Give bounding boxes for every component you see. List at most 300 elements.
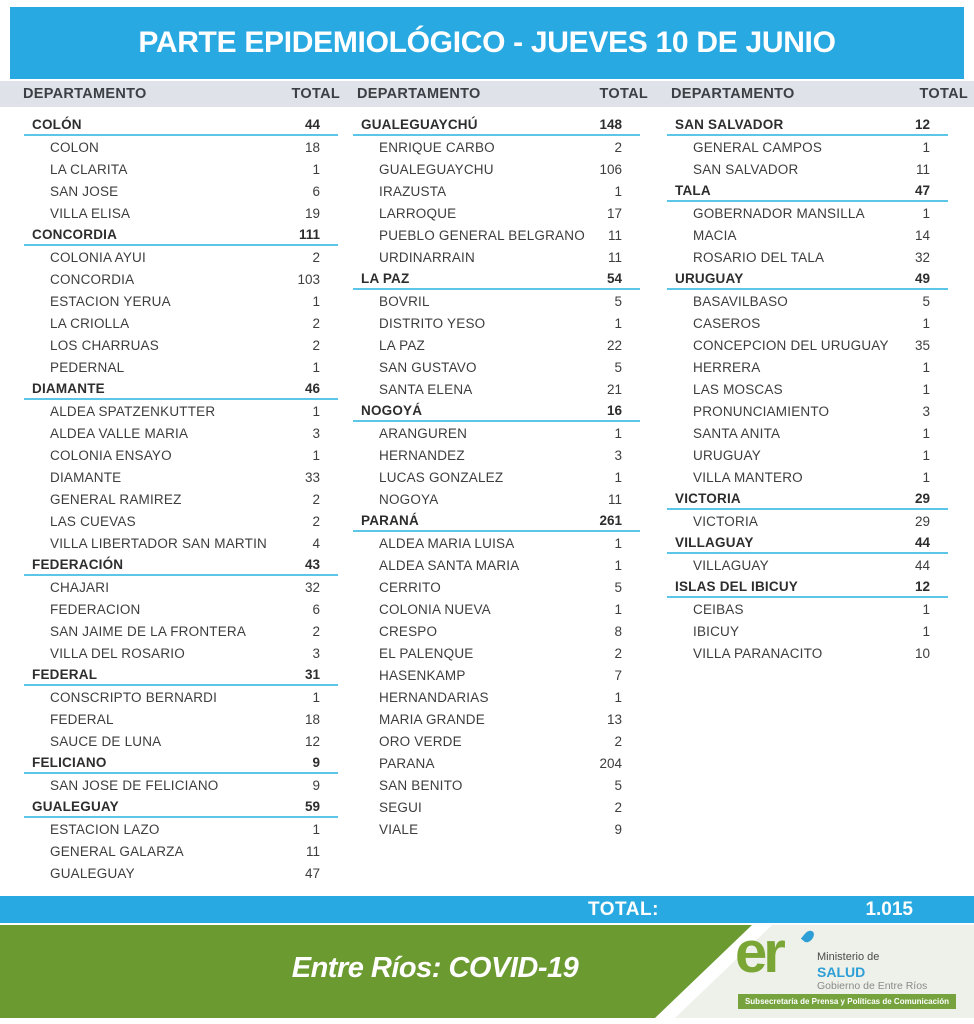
locality-total: 106 (599, 161, 622, 177)
locality-name: CHAJARI (50, 579, 110, 595)
locality-total: 1 (312, 447, 320, 463)
locality-total: 1 (312, 689, 320, 705)
department-name: GUALEGUAYCHÚ (361, 116, 478, 132)
locality-name: COLON (50, 139, 100, 155)
locality-total: 5 (614, 579, 622, 595)
department-name: FEDERAL (32, 666, 98, 682)
locality-total: 14 (914, 227, 930, 243)
locality-name: PEDERNAL (50, 359, 125, 375)
locality-row (24, 708, 338, 730)
locality-name: ALDEA SANTA MARIA (379, 557, 520, 573)
locality-name: SANTA ANITA (693, 425, 781, 441)
department-total: 31 (304, 666, 320, 682)
locality-name: ESTACION LAZO (50, 821, 160, 837)
locality-total: 1 (922, 469, 930, 485)
locality-row (24, 136, 338, 158)
locality-total: 2 (614, 799, 622, 815)
department-total: 9 (312, 754, 320, 770)
locality-total: 5 (614, 777, 622, 793)
department-column-header: DEPARTAMENTO (671, 86, 795, 102)
locality-name: DIAMANTE (50, 469, 122, 485)
locality-row (667, 444, 948, 466)
department-total: 44 (914, 534, 930, 550)
locality-name: MACIA (693, 227, 737, 243)
locality-total: 1 (922, 315, 930, 331)
locality-row (667, 158, 948, 180)
locality-total: 2 (614, 733, 622, 749)
locality-name: CONCEPCION DEL URUGUAY (693, 337, 889, 353)
department-name: TALA (675, 182, 711, 198)
locality-total: 22 (606, 337, 622, 353)
locality-total: 6 (312, 601, 320, 617)
locality-total: 1 (312, 821, 320, 837)
locality-row (353, 554, 640, 576)
locality-name: CONCORDIA (50, 271, 135, 287)
locality-total: 2 (312, 337, 320, 353)
locality-row (667, 620, 948, 642)
grand-total-bar (0, 896, 974, 923)
locality-row (353, 422, 640, 444)
department-row (667, 114, 948, 136)
department-row (667, 576, 948, 598)
locality-name: SAN JOSE (50, 183, 119, 199)
department-name: PARANÁ (361, 512, 419, 528)
locality-row (353, 246, 640, 268)
department-total: 148 (599, 116, 622, 132)
locality-name: SEGUI (379, 799, 423, 815)
column-header-2 (357, 81, 648, 107)
locality-row (353, 334, 640, 356)
locality-name: DISTRITO YESO (379, 315, 486, 331)
subsecretaria-badge: Subsecretaría de Prensa y Políticas de Comunicación (738, 994, 956, 1009)
locality-row (24, 488, 338, 510)
department-total: 261 (599, 512, 622, 528)
locality-total: 5 (922, 293, 930, 309)
department-table-column-3 (667, 114, 948, 664)
department-total: 12 (914, 578, 930, 594)
locality-name: PUEBLO GENERAL BELGRANO (379, 227, 585, 243)
locality-total: 1 (922, 381, 930, 397)
locality-total: 7 (614, 667, 622, 683)
locality-row (24, 356, 338, 378)
locality-row (353, 752, 640, 774)
department-name: COLÓN (32, 116, 82, 132)
ministry-line1: Ministerio de (817, 951, 880, 963)
locality-total: 1 (614, 535, 622, 551)
locality-row (353, 488, 640, 510)
locality-name: URDINARRAIN (379, 249, 475, 265)
locality-total: 13 (606, 711, 622, 727)
locality-row (24, 510, 338, 532)
department-row (24, 114, 338, 136)
locality-total: 2 (312, 491, 320, 507)
locality-name: FEDERAL (50, 711, 114, 727)
locality-row (24, 158, 338, 180)
locality-name: VILLA MANTERO (693, 469, 803, 485)
locality-row (24, 840, 338, 862)
locality-name: ORO VERDE (379, 733, 462, 749)
locality-total: 5 (614, 359, 622, 375)
department-name: VILLAGUAY (675, 534, 754, 550)
locality-name: COLONIA NUEVA (379, 601, 491, 617)
department-total: 43 (304, 556, 320, 572)
locality-row (353, 686, 640, 708)
locality-row (667, 510, 948, 532)
locality-total: 1 (614, 557, 622, 573)
locality-row (24, 444, 338, 466)
locality-total: 11 (607, 227, 622, 243)
locality-total: 1 (922, 623, 930, 639)
locality-name: GENERAL RAMIREZ (50, 491, 182, 507)
locality-total: 11 (915, 161, 930, 177)
locality-name: GOBERNADOR MANSILLA (693, 205, 865, 221)
locality-name: GENERAL GALARZA (50, 843, 184, 859)
locality-name: VILLA DEL ROSARIO (50, 645, 185, 661)
grand-total-label: TOTAL: (588, 899, 659, 920)
locality-name: ENRIQUE CARBO (379, 139, 495, 155)
locality-row (667, 356, 948, 378)
department-name: DIAMANTE (32, 380, 105, 396)
department-row (24, 378, 338, 400)
locality-name: PARANA (379, 755, 435, 771)
locality-name: VILLA ELISA (50, 205, 131, 221)
locality-total: 3 (922, 403, 930, 419)
locality-total: 10 (914, 645, 930, 661)
locality-name: LA CRIOLLA (50, 315, 130, 331)
locality-row (353, 224, 640, 246)
department-total: 29 (914, 490, 930, 506)
locality-row (667, 400, 948, 422)
department-name: VICTORIA (675, 490, 741, 506)
locality-name: LAS MOSCAS (693, 381, 783, 397)
locality-total: 21 (606, 381, 622, 397)
locality-name: SAN BENITO (379, 777, 463, 793)
locality-total: 2 (312, 513, 320, 529)
locality-name: LUCAS GONZALEZ (379, 469, 504, 485)
locality-total: 1 (614, 601, 622, 617)
locality-row (353, 730, 640, 752)
department-row (24, 554, 338, 576)
locality-total: 19 (304, 205, 320, 221)
locality-row (667, 334, 948, 356)
locality-row (353, 444, 640, 466)
locality-name: ALDEA SPATZENKUTTER (50, 403, 216, 419)
locality-name: LAS CUEVAS (50, 513, 136, 529)
locality-row (24, 642, 338, 664)
locality-name: CEIBAS (693, 601, 744, 617)
locality-row (667, 466, 948, 488)
locality-name: CERRITO (379, 579, 441, 595)
campaign-title: Entre Ríos: COVID-19 (291, 952, 579, 984)
locality-total: 9 (312, 777, 320, 793)
grand-total-value: 1.015 (865, 899, 913, 920)
locality-row (24, 730, 338, 752)
locality-row (667, 598, 948, 620)
locality-total: 6 (312, 183, 320, 199)
locality-total: 11 (607, 249, 622, 265)
locality-name: VILLA LIBERTADOR SAN MARTIN (50, 535, 267, 551)
locality-total: 29 (914, 513, 930, 529)
locality-row (353, 378, 640, 400)
locality-name: COLONIA ENSAYO (50, 447, 172, 463)
locality-row (667, 642, 948, 664)
department-name: FEDERACIÓN (32, 556, 124, 572)
locality-name: SAN JAIME DE LA FRONTERA (50, 623, 247, 639)
locality-name: NOGOYA (379, 491, 439, 507)
locality-row (667, 554, 948, 576)
locality-row (353, 598, 640, 620)
locality-total: 2 (614, 139, 622, 155)
locality-row (667, 312, 948, 334)
locality-total: 2 (312, 315, 320, 331)
department-row (24, 796, 338, 818)
locality-name: URUGUAY (693, 447, 761, 463)
locality-name: HERNANDARIAS (379, 689, 489, 705)
locality-total: 1 (922, 425, 930, 441)
locality-total: 204 (599, 755, 622, 771)
department-total: 44 (304, 116, 320, 132)
locality-row (667, 246, 948, 268)
department-total: 111 (298, 226, 320, 242)
locality-total: 5 (614, 293, 622, 309)
locality-name: SAN SALVADOR (693, 161, 799, 177)
locality-row (24, 620, 338, 642)
department-name: NOGOYÁ (361, 402, 423, 418)
locality-name: SAN GUSTAVO (379, 359, 477, 375)
department-total: 59 (304, 798, 320, 814)
locality-total: 1 (614, 469, 622, 485)
er-logo: er (735, 920, 782, 985)
locality-row (667, 378, 948, 400)
department-column-header: DEPARTAMENTO (23, 86, 147, 102)
department-total: 47 (914, 182, 930, 198)
locality-row (353, 796, 640, 818)
locality-row (353, 202, 640, 224)
department-table-column-1 (24, 114, 338, 884)
locality-total: 32 (914, 249, 930, 265)
locality-row (353, 774, 640, 796)
locality-row (24, 400, 338, 422)
locality-name: GUALEGUAY (50, 865, 135, 881)
department-row (353, 510, 640, 532)
locality-total: 2 (614, 645, 622, 661)
locality-name: CONSCRIPTO BERNARDI (50, 689, 218, 705)
column-header-1 (23, 81, 340, 107)
department-name: ISLAS DEL IBICUY (675, 578, 798, 594)
ministry-text-block (817, 951, 927, 992)
locality-name: LA CLARITA (50, 161, 128, 177)
department-total: 16 (606, 402, 622, 418)
locality-row (24, 598, 338, 620)
locality-name: SAN JOSE DE FELICIANO (50, 777, 219, 793)
locality-row (667, 224, 948, 246)
department-table-column-2 (353, 114, 640, 840)
department-total: 54 (606, 270, 622, 286)
locality-total: 9 (614, 821, 622, 837)
locality-total: 1 (312, 293, 320, 309)
locality-row (667, 202, 948, 224)
column-header-3 (671, 81, 968, 107)
locality-total: 1 (614, 425, 622, 441)
locality-row (353, 664, 640, 686)
department-total: 49 (914, 270, 930, 286)
column-header-band (0, 81, 974, 107)
locality-row (353, 290, 640, 312)
locality-name: ALDEA MARIA LUISA (379, 535, 515, 551)
locality-total: 2 (312, 623, 320, 639)
locality-row (353, 576, 640, 598)
locality-total: 3 (312, 645, 320, 661)
locality-name: ARANGUREN (379, 425, 468, 441)
department-name: SAN SALVADOR (675, 116, 784, 132)
department-name: GUALEGUAY (32, 798, 119, 814)
locality-row (24, 290, 338, 312)
locality-total: 8 (614, 623, 622, 639)
locality-row (24, 312, 338, 334)
department-row (24, 224, 338, 246)
locality-row (353, 312, 640, 334)
department-row (667, 532, 948, 554)
locality-total: 1 (614, 315, 622, 331)
locality-row (24, 202, 338, 224)
locality-name: CRESPO (379, 623, 438, 639)
locality-name: GENERAL CAMPOS (693, 139, 823, 155)
department-row (24, 664, 338, 686)
locality-row (353, 642, 640, 664)
locality-total: 35 (914, 337, 930, 353)
locality-total: 1 (614, 689, 622, 705)
locality-row (353, 620, 640, 642)
locality-total: 33 (304, 469, 320, 485)
locality-total: 11 (607, 491, 622, 507)
locality-name: ALDEA VALLE MARIA (50, 425, 189, 441)
page-title: PARTE EPIDEMIOLÓGICO - JUEVES 10 DE JUNIO (138, 26, 836, 59)
locality-name: SAUCE DE LUNA (50, 733, 162, 749)
locality-name: LA PAZ (379, 337, 425, 353)
locality-row (353, 180, 640, 202)
locality-name: ESTACION YERUA (50, 293, 171, 309)
locality-total: 11 (305, 843, 320, 859)
locality-total: 12 (304, 733, 320, 749)
total-column-header: TOTAL (291, 86, 340, 102)
total-column-header: TOTAL (599, 86, 648, 102)
locality-name: BASAVILBASO (693, 293, 788, 309)
locality-name: ROSARIO DEL TALA (693, 249, 825, 265)
locality-name: LOS CHARRUAS (50, 337, 159, 353)
locality-total: 1 (922, 601, 930, 617)
locality-name: VILLAGUAY (693, 557, 769, 573)
locality-row (24, 246, 338, 268)
locality-name: SANTA ELENA (379, 381, 473, 397)
locality-row (24, 576, 338, 598)
locality-total: 1 (922, 205, 930, 221)
department-row (353, 114, 640, 136)
locality-name: EL PALENQUE (379, 645, 474, 661)
locality-row (24, 686, 338, 708)
locality-row (353, 158, 640, 180)
locality-total: 1 (614, 183, 622, 199)
department-name: FELICIANO (32, 754, 107, 770)
locality-row (24, 862, 338, 884)
footer (0, 920, 974, 1018)
department-total: 46 (304, 380, 320, 396)
locality-row (667, 422, 948, 444)
locality-row (24, 774, 338, 796)
department-total: 12 (914, 116, 930, 132)
locality-total: 1 (312, 403, 320, 419)
locality-name: VILLA PARANACITO (693, 645, 823, 661)
locality-total: 1 (922, 359, 930, 375)
ministry-line3: Gobierno de Entre Ríos (817, 979, 928, 992)
department-name: CONCORDIA (32, 226, 118, 242)
locality-name: PRONUNCIAMIENTO (693, 403, 830, 419)
department-row (667, 488, 948, 510)
locality-row (353, 708, 640, 730)
locality-total: 1 (922, 447, 930, 463)
locality-total: 2 (312, 249, 320, 265)
locality-row (353, 818, 640, 840)
locality-total: 32 (304, 579, 320, 595)
locality-total: 1 (312, 161, 320, 177)
locality-name: FEDERACION (50, 601, 141, 617)
locality-name: HASENKAMP (379, 667, 466, 683)
department-column-header: DEPARTAMENTO (357, 86, 481, 102)
locality-total: 44 (914, 557, 930, 573)
locality-row (353, 532, 640, 554)
locality-total: 3 (614, 447, 622, 463)
locality-row (24, 268, 338, 290)
locality-name: IBICUY (693, 623, 740, 639)
locality-total: 47 (304, 865, 320, 881)
locality-name: BOVRIL (379, 293, 430, 309)
locality-total: 3 (312, 425, 320, 441)
locality-total: 4 (312, 535, 320, 551)
locality-row (24, 180, 338, 202)
locality-row (24, 466, 338, 488)
locality-name: IRAZUSTA (379, 183, 447, 199)
locality-name: HERRERA (693, 359, 761, 375)
locality-total: 17 (606, 205, 622, 221)
locality-row (24, 422, 338, 444)
department-row (667, 180, 948, 202)
locality-row (667, 290, 948, 312)
department-row (353, 400, 640, 422)
locality-row (353, 466, 640, 488)
locality-total: 103 (297, 271, 320, 287)
locality-name: LARROQUE (379, 205, 457, 221)
locality-row (353, 356, 640, 378)
locality-name: VICTORIA (693, 513, 759, 529)
total-column-header: TOTAL (919, 86, 968, 102)
locality-name: COLONIA AYUI (50, 249, 146, 265)
locality-row (24, 532, 338, 554)
locality-name: VIALE (379, 821, 419, 837)
locality-name: HERNANDEZ (379, 447, 465, 463)
department-row (24, 752, 338, 774)
locality-name: MARIA GRANDE (379, 711, 485, 727)
locality-row (24, 818, 338, 840)
locality-row (353, 136, 640, 158)
locality-total: 1 (312, 359, 320, 375)
department-name: URUGUAY (675, 270, 744, 286)
locality-row (24, 334, 338, 356)
locality-total: 1 (922, 139, 930, 155)
department-name: LA PAZ (361, 270, 410, 286)
title-banner (10, 7, 964, 79)
locality-name: GUALEGUAYCHU (379, 161, 494, 177)
locality-name: CASEROS (693, 315, 761, 331)
locality-total: 18 (304, 711, 320, 727)
